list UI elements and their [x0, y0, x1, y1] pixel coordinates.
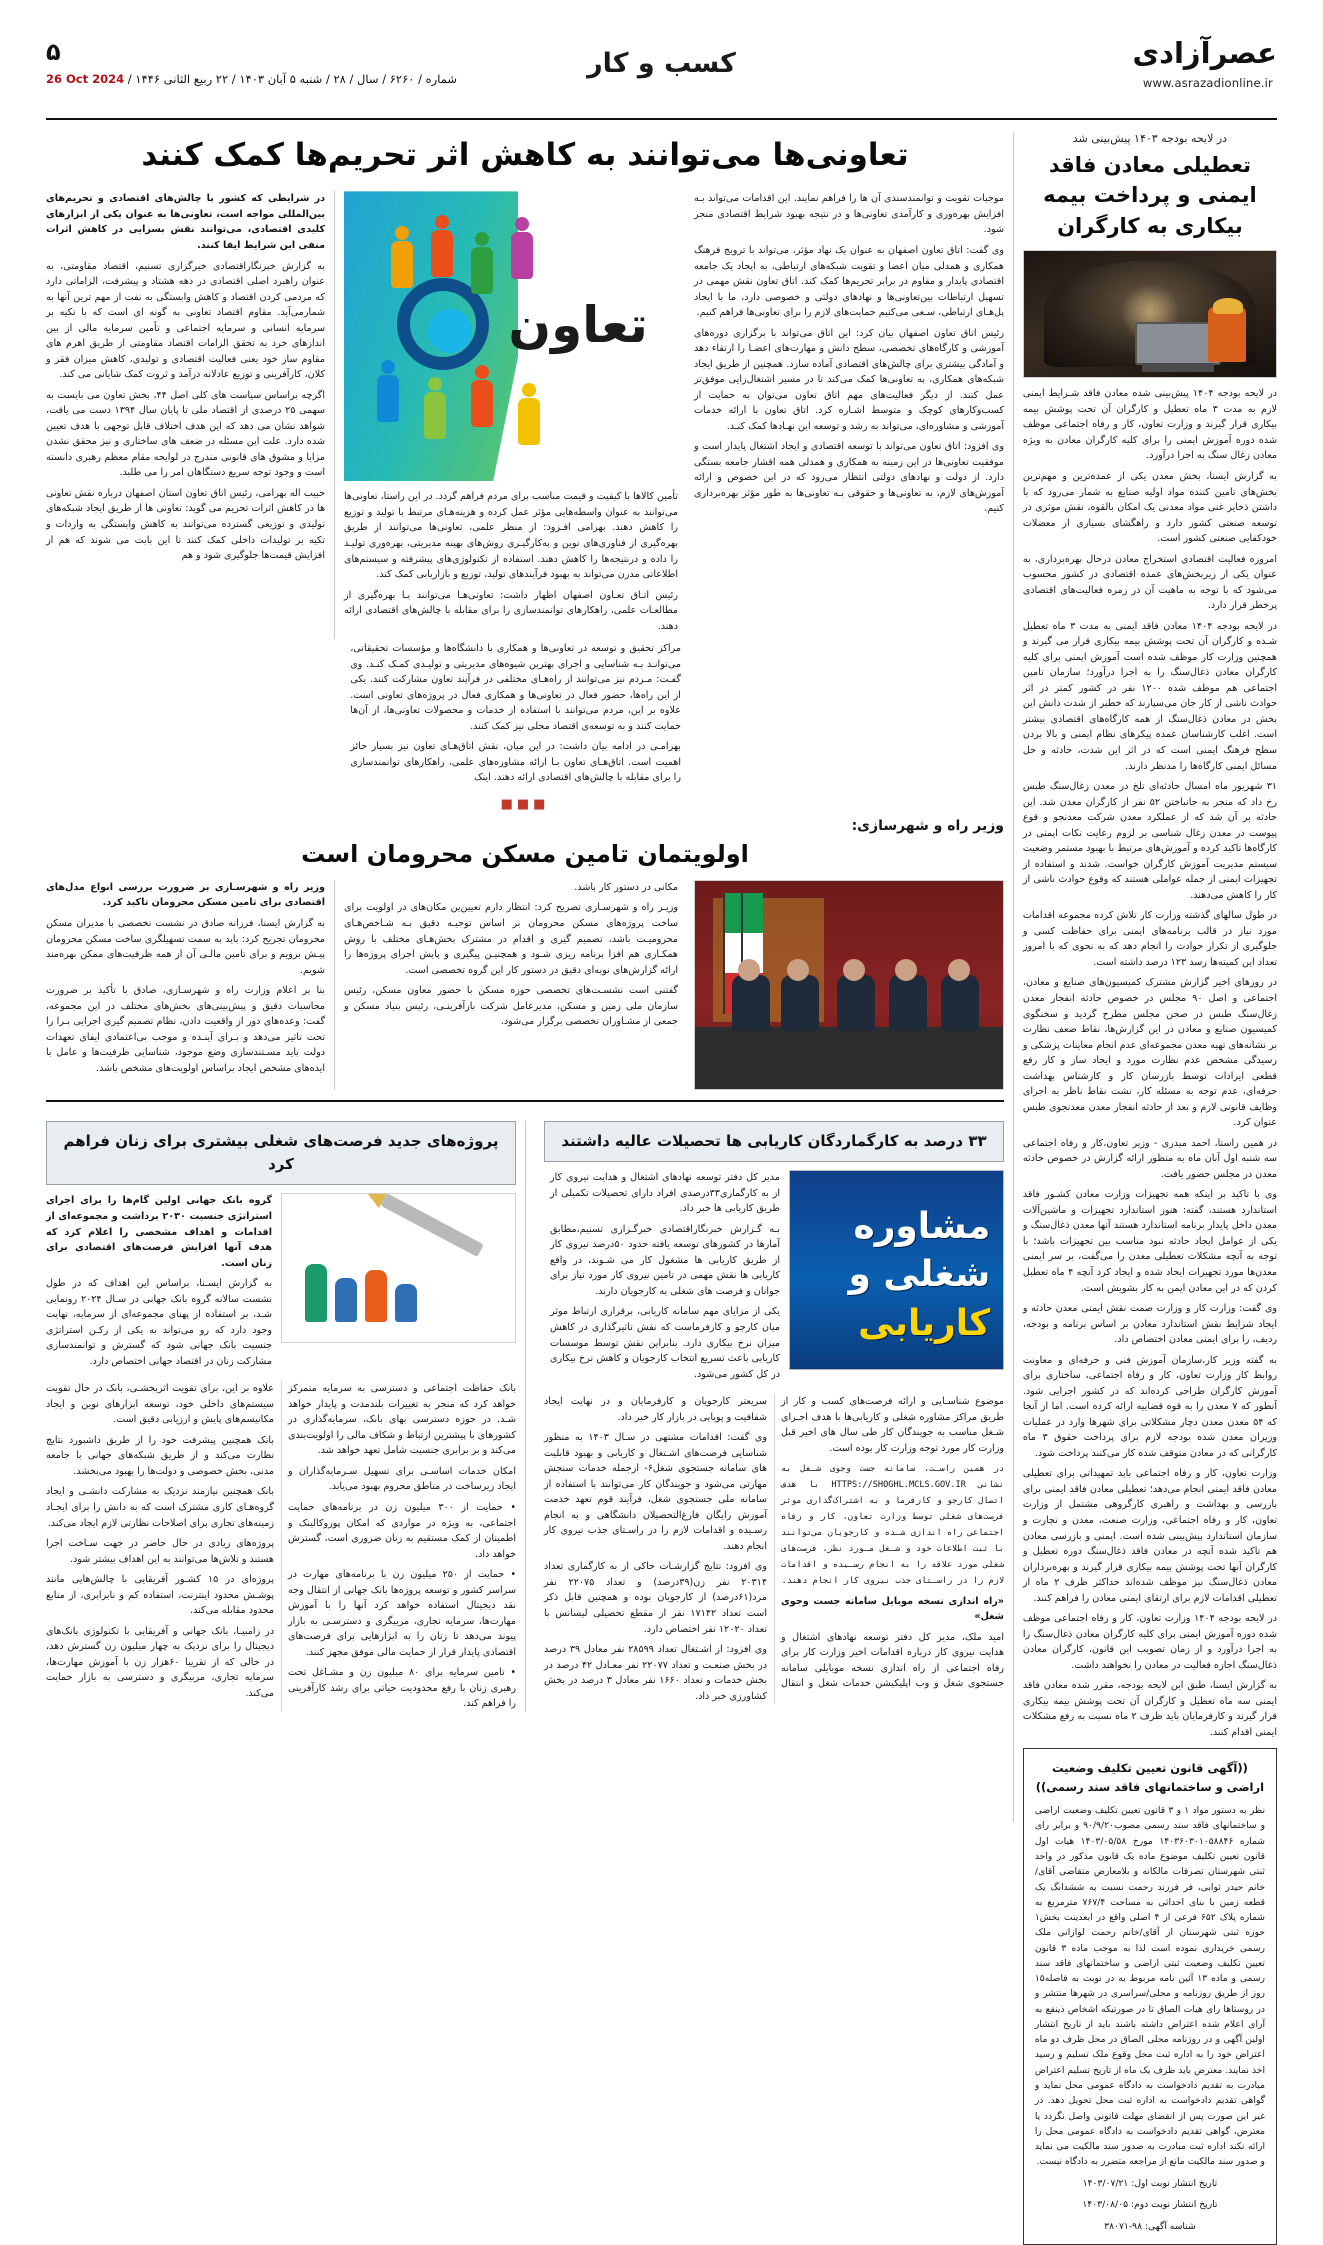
lead-paragraph: وی گفت: اتاق تعاون اصفهان به عنوان یک نهاد مؤثر، می‌تواند با ترویج فرهنگ همکاری و همدلی میان اعضا و تقویت شبکه‌های ارتباطی، به ایجاد یک جامعه اقتصادی پایدار و مقاوم در برابر تحریم‌ها کمک کند. اتاق تعاون نقش مهمی در تسهیل ارتباطات بین‌تعاونی‌ها و نهادهای دولتی و خصوصی دارد، ما با ایجاد پل‌هـای ارتباطی، سـعی می‌کنیم حمایت‌های لازم را برای تعاونی‌ها فراهم کنیم.	[694, 244, 1004, 319]
section-title: کسب و کار	[587, 48, 736, 79]
column-divider	[334, 191, 335, 639]
lead-col-c	[689, 641, 1004, 791]
mining-paragraph: در همین راستا، احمد میدری - وزیر تعاون،کار و رفاه اجتماعی سه شنبه اول آبان ماه به منظور ارائه گزارش در خصوص حادثه معدن در مجلس حضور یافت.	[1022, 1137, 1277, 1180]
mining-paragraph: ۳۱ شهریور ماه امسال حادثه‌ای تلخ در معدن زغال‌سنگ طبس رخ داد که منجر به جانباختن ۵۲ نفر از کارگران معدن شد. این حادثه بر آن شد که از عملکرد معدن شرکت معدنجو و قوع پیوست در معدن زغال شناسی بر لزوم رعایت نکات ایمنی در کارگاه‌ها تاکید کرده و آموزش‌های مرتبط با بهبود مستمر وضعیت سیستم مدیریت آموزش کارگران خواست. شدند و استفاده از تجهیزات ایمنی از جمله عواملی هستند که وقوع حوادث ناشی از کار را کاهش می‌دهند.	[1022, 781, 1277, 901]
masthead	[46, 38, 1277, 112]
women-paragraph: علاوه بر این، برای تقویت اثربخشـی، بانک در حال تقویت سیستم‌های داخلی خود، توسعه ابزارهای نوین و ایجاد مکانیسم‌های پایش و ارزیابی دقیق است.	[46, 1383, 274, 1426]
mining-paragraph: در لایحه بودجه ۱۴۰۴ معادن فاقد ایمنی به مدت ۳ ماه تعطیل شـده و کارگران آن تحت پوشش بیمه بیکاری قرار می گیرند و همچنین وزارت کار موظف شده است آموزش ایمنی برای کلیه کارگران معادن ذغال‌سنگ را به اجرا درآورد؛ سازمان تامین اجتماعی هم موظف شده ۱۲۰۰ نفر در کشور کمتر در اثر حوادث ناشی از کار جان می‌سپارند که خطیر از شدت دانش این بخش در معادن ذغال‌سنگ از همه کارگاه‌های اقتصادی بیشتر است. اغلب کارشناسان عمده پیکرهای نظام ایمنی و بالا بردن سطح فرهنگ ایمنی است که در اثر این شدت، حادثه و حل مسائل ایمنی کارگاه‌ها را مدنظر دارند.	[1022, 620, 1277, 772]
lead-col-b	[344, 191, 686, 639]
women-paragraph: در زامبیـا، بانک جهانی و آفریقایی با تکنولوژی بانک‌های دیجیتال را برای نزدیک به چهار میلیون زن گسترش دهد، در حالی که از تقریبا ۶۰هزار زن با آموزش مهارت‌ها، سرمایه تجاری، مربیگری و دسترسی به بازار حمایت می‌کند.	[46, 1625, 275, 1699]
women-jobs-title: پروژه‌های جدید فرصت‌های شغلی بیشتری برای زنان فراهم کرد	[46, 1121, 516, 1186]
minister-standfirst: وزیر راه و شهرسـازی بر ضرورت بررسی انواع مدل‌های اقتصادی برای تامین مسکن محرومان تاکید کرد.	[46, 881, 326, 909]
poster-line-2: کاریابی	[858, 1303, 991, 1345]
legal-notice	[1023, 1748, 1277, 2245]
career-counseling-poster	[789, 1170, 1004, 1370]
job-paragraph: وی افزود: نتایج گزارشـات حاکی از به کارگماری تعداد ۲۰۳۱۴ نفر زن(۳۹درصد) و تعداد ۲۲۰۷۵ نفر مرد(۶۱درصد) از کارجویان بوده و همچنین قابل ذکر است تعداد ۱۷۱۴۲ نفر از مقطع تحصیلی لیسانس با تعداد ۱۲۰۲۰ نفر اختصاص دارد.	[544, 1561, 767, 1635]
minister-body	[344, 880, 1004, 1090]
minister-photo-col	[686, 880, 1004, 1090]
women-paragraph: پروژه‌های زیادی در حال حاضر در جهت سـاخت اجرا هستند و تلاش‌ها می‌توانند به این اهداف بیشتر شود.	[46, 1538, 274, 1565]
mining-paragraph: وزارت تعاون، کار و رفاه اجتماعی باید تمهیداتی برای تعطیلی معادن فاقد ایمنی انجام می‌دهد؛ تعطیلی معادن فاقد ایمنی برای بازرسی و بهداشت و راهبری کارگروهی مشتمل از وزارت تعاون، کار و رفاه اجتماعی، وزارت صنعت، معدن و تجارت و سازمان استاندارد پیش‌بینی شده است. ایمنی و بازرسی معادن هم تاکید شده آنچه در معادن فاقد ذغال‌سنگ دوره تعطیل و کارگران آنها تحت پوشش بیمه بیکاری قرار گیرند و بهره‌برداران معادن ذغال‌سنگ نیز موظف شده‌اند حداکثر ظرف ۲ ماه از تعطیلی اقدامات لازم برای ارتقای ایمنی معادن را فراهم کنند.	[1022, 1468, 1277, 1604]
mining-paragraph: به گزارش ایسنا، طبق این لایحه بودجه، مقرر شده معادن فاقد ایمنی سه ماه تعطیل و کارگران آن تحت پوشش بیمه بیکاری قرار گیرند و کارفرمایان باید ظرف ۲ ماه نسبت به رفع مشکلات ایمنی اقدام کنند.	[1022, 1680, 1277, 1738]
mining-kicker: در لایحه بودجه ۱۴۰۳ پیش‌بینی شد	[1072, 132, 1228, 145]
lead-standfirst: در شرایطی که کشور با چالش‌های اقتصادی و تحریم‌های بین‌المللی مواجه است، تعاونی‌ها به عنوان یکی از ابزارهای کلیدی اقتصادی، می‌توانند نقش بسزایی در کاهش اثرات منفی این شرایط ایفا کنند.	[46, 193, 326, 251]
column-mining-article	[1022, 132, 1277, 2232]
minister-text-col	[344, 880, 686, 1090]
minister-headline: اولویتمان تامین مسکن محرومان است	[301, 839, 749, 868]
lead-col-a	[686, 191, 1004, 639]
column-divider	[525, 1121, 526, 1712]
job-placement-title: ۳۳ درصد به کارگماردگان کاریابی ها تحصیلات عالیه داشتند	[544, 1121, 1004, 1162]
minister-paragraph: وزیـر راه و شهرسـازی تصریح کرد: انتظار دارم تعیین‌ین مکان‌های در اولویت برای ساخت پروژه‌های مسکن محرومان بر اساس توجیـه دقیق بـه شـاخص‌هـای محرومیـت باشد، تصمیم گیری و اقدام در مشترک بخش‌هـای مختلف با روش همکـاری هم افزا برنامه ریزی شـود و همچنیـن پیگیری و پایش اجرای پروژه‌ها را ارائه گزارش‌های نوبه‌ای دقیق در دستور کار این گروه تخصصی است.	[344, 902, 678, 976]
job-paragraph: بـه گـزارش خبرنگاراقتصادی خبرگـزاری تسنیم،مطابق آمارها در کشورهای توسعه یافته حدود ۵۰درصد نیروی کار از طریق کاریابی ها مشغول کار می شـوند، در واقع کاریابی ها نقش مهمی در تامین نیروی کار مورد نیاز برای جوانان و فرصت های شغلی به کارجویان دارند.	[550, 1223, 781, 1297]
mining-paragraph: در روزهای اخیر گزارش مشترک کمیسیون‌های صنایع و معادن، اجتماعی و اصل ۹۰ مجلس در خصوص حادثه انفجار معدن زغال‌سنگ طبس در صحن مجلس مطرح گردید و سخنگوی کمیسیون صنایع و معادن در این گزارش‌ها، نقاط ضعف نظارت بر نشانه‌های تهیه معدن مجموعه‌ای عدم انجام معاینات پزشکی و رسیدگی مشخص عدم نظارت مورد و ایجاد ساز و کار رفع قطعی ایرادات توسط بازرسان کار و کارشناس بهداشت حرفه‌ای، عدم توجه به مسئله کار، نشت نقاط ناظر به اجرای وظایف قانونی لازم و بعد از حادثه انفجار معدن معدنجوی طبس عنوان کرد.	[1022, 977, 1277, 1129]
lead-col-d	[350, 641, 689, 791]
job-paragraph: یکی از مزایای مهم سامانه کاریابی، برقراری ارتباط موثر میان کارجو و کارفرماست که نقش تاثیرگذاری در کاهش میزان نرخ بیکاری دارد. بنابراین نقش توسط موسسات کاریابی باعث تسریع انتخاب کارجویان و کاهش نرخ بیکاری در کل کشور می‌شود.	[550, 1306, 780, 1380]
column-divider	[334, 880, 335, 1090]
job-paragraph: موضوع شناسـایی و ارائه فرصت‌های کسب و کار از طریق مراکز مشاوره شغلی و کاریابی‌ها با هدف اجـرای شـغل مناسب به جویندگان کار طی سال های اخیر قبل وزارت کار مورد توجه وزارت کار بوده است.	[781, 1396, 1004, 1454]
coop-logo-illustration	[344, 191, 678, 481]
coop-illustration-word: تعاون	[508, 295, 648, 354]
job-paragraph: وی گفت: اقدامات مشتهی در سـال ۱۴۰۳ به منظور شناسایی فرصت‌های اشـتغال و کاریابی و بهبود قابلیت های سامانه جستجوی شغل۶- ازجمله خدمات سنجش مهارتی می‌شود و جویندگان کار می‌توانند با استفاده از سامانه ملی جستجوی شغل، فرآیند قوم تعهد خدمت آموزش رایگان فارغ‌التحصیلان دانشگاهی و به انجام رسـیده و اقدامات لازم را در راسـتای جذب نیروی کار انجام دهند.	[544, 1432, 768, 1552]
issue-date-en: 26 Oct 2024	[46, 72, 125, 86]
lead-col-right	[46, 191, 325, 639]
mining-paragraph: در لایحه بودجه ۱۴۰۴ پیش‌بینی شده معادن فاقد شـرایط ایمنی لازم به مدت ۳ ماه تعطیل و کارگران آن تحت پوشش بیمه بیکاری قرار گیرند و وزارت تعاون، کار و رفاه اجتماعی موظف شده دوره آموزش ایمنی را برای کلیه کارگران معادن به ویژه معادن زغال سنگ به اجرا درآورد.	[1022, 388, 1277, 462]
mining-paragraph: وی با تاکید بر اینکه همه تجهیزات وزارت معادن کشـور فاقد استاندارد هستند، گفته: هنوز استاندارد تجهیزات و ماشین‌آلات معدن داخل پایدار برنامه استاندارد هستند آنها معدن ذغال‌سنگ و یکی از عوامل ایجاد حادثه نبود مناسب بین تجهیزات باشد؛ با توجه به آنچه مشکلات تعطیلی معدن را می‌گفت، بر سر ایمنی معدن‌ها مورد تجهیزات ایجاد شده و ایجاد کرد آنچه ۴ ماه تعطیل کردن که در این معادن ایمن به کار بشویش است.	[1022, 1189, 1277, 1294]
lead-paragraph: بهرامـی در ادامه بیان داشت: در این میان، نقش اتاق‌هـای تعاون نیز بسیار حائز اهمیت است. اتاق‌هـای تعاون بـا ارائه مشاوره‌های علمی، راهکارهای توانمندسازی را برای مقابله با چالش‌های اقتصادی ارائه دهند. اینک	[350, 741, 681, 784]
column-divider	[1013, 132, 1014, 1822]
legal-notice-body: نظر به دستور مواد ۱ و ۳ قانون تعیین تکلیف وضعیت اراضی و ساختمانهای فاقد سند رسمی مصوب۹۰/۹/۲۰ و برابر رای شماره ۱۴۰۳۶۰۳۰۱۰۵۸۸۴۶ مورخ ۱۴۰۳/۰۵/۵۸ هیات اول قانون تعیین تکلیف موضوع ماده یک قانون مذکور در واحد ثبتی شهرستان تصرفات مالکانه و بلامعارض متقاضی آقای/خانم حیدر ثوابی، فر فرزند رحمت نسبت به ششدانگ یک قطعه زمین با بنای احداثی به مساحت ۷۶۷/۴ مترمربع به شماره پلاک ۶۵۲ فرعی از ۴ اصلی واقع در ابعدینت بخش۱ حوزه ثبتی شهرستان از آقای/خانم رحمت لوازانی ملک رسمی خریداری نموده است لذا به موجب ماده ۳ قانون تعیین تکلیف وضعیت ثبتی اراضی و ساختمانهای فاقد سند رسمی و ماده ۱۳ آئین نامه مربوط به در نوبت به فاصله۱۵ روز از طریق روزنامه و محلی/سراسری در شهرها منتشر و در روستاها رای هیات الصاق تا در صورتیکه اشخاص ذینفع به آرای اعلام شده اعتراض داشته باشند باید از تاریخ انتشار اولین آگهی و در روزنامه محلی الصاق در محل ظرف دو ماه اعتراض خود را به اداره ثبت محل وقوع ملک تسلیم و رسید اخذ نمایند. معترض باید ظرف یک ماه از تاریخ تسلیم اعتراض مبادرت به تقدیم دادخواست به دادگاه عمومی محل نماید و گواهی تقدیم دادخواست به اداره ثبت محل تحویل دهد. در غیر این صورت پس از انقضای مهلت قانونی واصل نگردد یا معترض، گواهی تقدیم دادخواست به دادگاه عمومی محل را ارائه نکند اداره ثبت مبادرت به صدور سند مالکیت می نماید و صدور سند مالکیت مانع از مراجعه متضرر به دادگاه نیست.	[1034, 1805, 1266, 2168]
lead-paragraph: مراکز تحقیق و توسعه در تعاونی‌ها و همکاری با دانشگاه‌ها و مؤسسات تحقیقاتی، می‌توانـد بـه شناسایی و اجرای بهترین شیوه‌های مدیریتی و تولیـدی کمـک کنـد. وی گفـت: مـردم نیز می‌توانند از راه‌هـای مختلفی در فرآیند تعاون مشارکت کنند. یکی از این راه‌ها، حضور فعال در تعاونی‌ها و همکاری فعال در پروژه‌های تعاونی است. علاوه بر این، مردم می‌توانند با استفاده از خدمات و محصولات تعاونی‌ها، از آن‌ها حمایت کنند و به توسعه‌ی اقتصاد محلی نیز کمک کنند.	[350, 643, 681, 732]
panel-women-jobs	[46, 1121, 516, 1712]
lead-paragraph: موجبات تقویت و توانمندسندی آن ها را فراهم نمایند. این اقدامات می‌تواند بـه افزایش بهره‌وری و کارآمدی تعاونی‌ها و در نتیجه بهبود شرایط اقتصادی منجر شود.	[694, 193, 1004, 236]
minister-summary-col	[46, 880, 325, 1090]
lead-paragraph: اگرچه براساس سیاست های کلی اصل ۴۴، بخش تعاون می بایست به سهمی ۲۵ درصدی از اقتصاد ملی تا پایان سال ۱۳۹۴ دست می یافت، شواهد نشان می دهد که این هدف اختلاف قابل توجهی با هدف تعیین شده دارد. علت این مسئله در ضعف های ساختاری و نیز محقق نشدن مزایا و مشوق های قانونی مندرج در لوایحه مقام معظم رهبری دانسته است و وجود توجه سریع دستگاهان امر را می طلبد.	[46, 389, 326, 479]
logo-text: عصرآزادی	[1132, 36, 1277, 70]
lead-headline: تعاونی‌ها می‌توانند به کاهش اثر تحریم‌ها کمک کنند	[141, 137, 909, 173]
mining-paragraph: وی گفت: وزارت کار و وزارت صمت نقش ایمنی معدن حادثه و ایجاد شرایط نقش استاندارد معادن بر اساس برنامه و بودجه، ردیف، را برای ایمنی معادن اختصاص داد.	[1022, 1303, 1277, 1346]
women-paragraph: • تامین سرمایه برای ۸۰ میلیون زن و مشـاغل تحت رهبری زنان با رفع محدودیت حیاتی برای رشد کارآفرینی را فراهم کند.	[288, 1667, 516, 1710]
women-paragraph: بانک همچنین نیازمند نزدیک به مشارکت دانشـی و ایجاد گروه‌هـای کاری مشترک است که به دانش را برای ایجـاد زمینه‌های تجاری برای اصلاحات نظارتی لازم ایجاد می‌کند.	[46, 1486, 274, 1529]
women-standfirst: گروه بانک جهانی اولین گام‌ها را برای اجرای استراتژی جنسیت ۲۰۳۰ برداشت و مجموعه‌ای از اقدامات و اهداف مشخصی را اعلام کرد که هدف آنها افزایش فرصت‌های اقتصادی برای زنان است.	[46, 1195, 272, 1269]
minister-paragraph: به گزارش ایسنا، فرزانه صادق در نشست تخصصی با مدیران مسکن محرومان تجریح کرد: باید به سمت تسهیلگری ساخت مسکن محرومان پیـش برویم و برای تامین مالـی آن از همه ظرفیت‌های ممکن بهره‌مند شویم.	[46, 918, 326, 976]
mining-paragraph: در لایحه بودجه ۱۴۰۴ وزارت تعاون، کار و رفاه اجتماعی موظف شده دوره آموزش ایمنی برای کلیه کارگران معادن ذغال‌سنگ را به اجرا درآورد و از زمان تصویب این قانون، کارگران معادن ذغال‌سنگ اجازه فعالیت در معادن را نخواهند داشت.	[1022, 1613, 1277, 1671]
women-paragraph: بانک حفاظت اجتماعی و دسترسی به سرمایه متمرکز خواهد کرد که منجر به تغییرات بلندمدت و پایدار خواهد شـد. در حوزه دسترسی بهای بانک، سرمایه‌گذاری در کشورهای با پیشترین ارتباط و شکاف مالی را اولویت‌بندی می‌کند و بر برابری جنسیت شامل تعهد خواهد شد.	[288, 1383, 516, 1457]
job-paragraph: امید ملک، مدیر کل دفتر توسعه نهادهای اشتغال و هدایت نیروی کار درباره اقدامات اخیر وزارت کار برای رفاه اجتماعی از راه اندازی نسخه موبایلی سامانه جستجوی شغل و وب اپلیکیشن خدمات شغل و انتقال سریعتر کارجویان و کارفرمایان و در نهایت ایجاد شفافیت و پویایی در بازار کار خبر داد.	[544, 1396, 1004, 1690]
minister-paragraph: بنا بر اعلام وزارت راه و شهرسـازی، صادق با تأکید بر ضرورت محاسبات دقیق و پیش‌بینی‌های بخش‌های مختلف در این مجموعه، گفت: وعده‌های دور از واقعیت دادن، نظام تصمیم گیری اجرایی بـرا را تحت تاثیر می‌دهد و بـرای آینـده و موجب بی‌اعتمادی ایفای تعهدات دولت باید مسـتندسازی وضع موجود، شناسایی ظرفیت‌ها و عامل با ایده‌های مشخص ایجاد براساس اولویت‌های مشخص باشد.	[46, 985, 326, 1074]
issue-date-fa: شماره / ۶۲۶۰ / سال / ۲۸ / شنبه ۵ آبان ۱۴۰۳ / ۲۲ ربیع الثانی ۱۴۴۶ /	[127, 72, 458, 86]
lead-paragraph: حبیب اله بهرامی، رئیس اتاق تعاون استان اصفهان درباره نقش تعاونی ها در کاهش اثرات تحریم می گوید: تعاونی ها از طریق ایجاد شبکه‌های تولیدی و توزیعی گسترده می‌توانند به کاهش وابستگی به واردات و تکیه بر تولیدات داخلی کمک کنند تا این بابت می شوند که هم از افزایش قیمت‌ها جلوگیری شود و هم	[46, 487, 326, 562]
section-separator: ■■■	[500, 796, 550, 812]
job-subhead: «راه اندازی نسخه موبایل سامانه جست وجوی شغل»	[781, 1595, 1004, 1623]
lead-paragraph: تأمین کالاها با کیفیت و قیمت مناسب برای مردم فراهم گردد. در این راستا، تعاونی‌ها می‌توانند به عنوان واسطه‌هایی مؤثر عمل کرده و هزینه‌هـای مرتبط با تولید و توزیع را کاهش دهند. بهرامی افـزود: از منظر علمی، تعاونی‌ها می‌توانند از طریق بهره‌گیری از فناوری‌های نوین و به‌کارگیـری روش‌های بهینه مدیریتی، بهره‌وری تولیـد را داده و درنتیجه‌ها را کاهش دهند. استفاده از تکنولوژی‌های پیشرفته و سیستم‌های اطلاعاتی مدرن می‌تواند به بهبود فرآیندهای تولید، توزیع و بازاریابی کمک کند.	[344, 491, 678, 581]
women-paragraph: بانک همچنین پیشرفت خود را از طریق داشبورد نتایج نظارت می‌کند و از طریق شبکه‌های جهانی با جامعه مدنی، بخش خصوصی و دولت‌ها را بهبود می‌بخشد.	[46, 1434, 274, 1477]
women-paragraph: • حمایت از ۲۵۰ میلیون زن با برنامه‌های مهارت در سراسر کشور و توسعه پروژه‌ها بانک جهانی از انتقال وجه نقد دیجیتال استفاده خواهد کرد آنها را با آموزش مهارت‌ها، سرمایه تجاری، مربیگری و دسترسـی به بازار پیوند می‌دهد تا زنان را به ابزارهایی برای فرصت‌های اقتصادی پایدار قرار از حمایت مالی موفق مجهز کنند.	[288, 1569, 516, 1658]
mining-paragraph: در طول سالهای گذشته وزارت کار تلاش کرده مجموعه اقدامات مورد نیاز در قالب برنامه‌های ایمنی برای حفاظت کسی و جلوگیری از تکرار حوادث را انجام دهد که به نحوی که با امروز تعداد این کمیته‌ها رسد ۱۲۳ درصد داشته است.	[1022, 910, 1277, 968]
main-area	[46, 132, 1004, 1822]
ministry-meeting-photo	[694, 880, 1004, 1090]
mining-paragraph: امروزه فعالیت اقتصادی استخراج معادن درحال بهره‌برداری، به عنوان یکی از زیربخش‌های عمده اقتصادی در کشور محسوب می‌شود که با توجه به ماهیت آن در زمره فعالیت‌های اقتصادی پرخطر قرار دارد.	[1022, 553, 1277, 612]
mine-worker-photo	[1023, 250, 1277, 378]
pen-and-people-illustration	[281, 1193, 516, 1343]
mining-headline: تعطیلی معادن فاقد ایمنی و پرداخت بیمه بیکاری به کارگران	[1043, 153, 1257, 238]
job-paragraph	[781, 1461, 1004, 1588]
job-portal-link[interactable]: در همین راسـت، سامانه جست وجوی شـغل به نشانی HTTPS://SHOGHL.MCLS.GOV.IR با هدف اتصال کارجو و کارفرما و به اشتراک‌گذاری موثر فرصت‌های شغلی توسط وزارت تعاون، کار و رفاه اجتماعی راه اندازی شـده و کارجویان می‌توانند با ثبت اطلاعات خود و شـغل مـورد نظر، فرصت‌های شغلی مورد علاقه را به انجام رسـیده و اقدامات لازم را در راسـتای جذب نیروی کار انجام دهند.	[781, 1464, 1005, 1586]
poster-line-1: مشاوره شغلی و	[848, 1205, 991, 1296]
website-url[interactable]: www.asrazadionline.ir	[1142, 75, 1273, 90]
masthead-rule	[46, 118, 1277, 120]
job-paragraph: وی افزود: از اشـتغال تعداد ۲۸۵۹۹ نفر معادل ۳۹ درصد در بخش صنعـت و تعداد ۲۲۰۷۷ نفر معـادل ۴۲ درصد در بخش خدمات و تعداد ۱۶۶۰ نفر معادل ۳ درصد در بخش کشاورزی خبر داد.	[544, 1644, 767, 1702]
women-paragraph: امکان خدمات اساسـی برای تسهیل سـرمایه‌گذاران و ایجاد زیرساخت در مناطق محروم بهبود می‌یابد.	[288, 1465, 516, 1493]
lead-paragraph: وی افزود: اتاق تعاون می‌تواند با توسعه اقتصادی و ایجاد اشتغال پایدار است و موفقیت تعاونی‌ها در این زمینه به همکاری و همدلی همه اقشار جامعه بستگی دارد. از دولت و نهادهای دولتی انتظار می‌رود که در این خصوص و ارائه آموزش‌های لازم، به تعاونی‌ها و حقوقی بـه تعاونی‌ها به طور مؤثر بهره‌برداری کنیم.	[694, 441, 1004, 515]
legal-notice-date-2: تاریخ انتشار نوبت دوم: ۱۴۰۳/۰۸/۰۵	[1082, 2199, 1218, 2211]
women-paragraph: پروژه‌ای در ۱۵ کشـور آفریقایی با چالش‌هایی مانند پوشـش محدود اینترنت، استفاده کم و نابرابری، از منابع محدود مقابله می‌کند.	[46, 1574, 274, 1617]
women-paragraph: • حمایت از ۳۰۰ میلیون زن در برنامه‌های حمایت اجتماعی، به ویژه در مواردی که امکان پوروکالینک و اطمینان از کمک مستقیم به زنان ضروری است، گسترش خواهد داد.	[288, 1502, 516, 1560]
minister-paragraph: گفتنی است نشسـت‌های تخصصی حوزه مسکن با حضور معاون مسکن، رئیس سازمان ملی زمین و مسکن، مدیرعامل شرکت بازآفرینـی، رئیس بنیاد مسکن و جمعی از مشـاوران تخصصی برگزار می‌شود.	[344, 985, 678, 1028]
job-paragraph: مدیر کل دفتر توسعه نهادهای اشتغال و هدایت نیروی کار از به کارگماری۳۳درصدی افراد دارای تحصیلات تکمیلی از طریق کاریابی ها خبر داد.	[550, 1172, 781, 1215]
bottom-panels	[46, 1121, 1004, 1712]
page-content	[46, 132, 1277, 2232]
lead-paragraph: به گزارش خبرنگاراقتصادی خبرگزاری تسنیم، اقتصاد مقاومتی، به عنوان راهبرد اصلی اقتصادی در دهه هشتاد و پیشرفت، الزاماتی دارد که مردمی کردن اقتصاد و کاهش وابستگی به نفت از مهم ترین آنها به شمارمی‌آید. مقاوم اقتصاد تعاونی به گونه ای است که با تکیه بر سرمایه انسانی و سرمایه اجتماعی و تأمین سرمایه مالی از بین اندازهای خرد به تحقق الزامات اقتصاد مقاومتی از طریق اهرم های مقاوم ساز خود یعنی فعالیت اقتصادی و تولیدی، کاهش میزان فقر و کلان، کارآفرینی و توزیع عادلانه درآمد و ثروت کمک شایانی می کند.	[46, 260, 326, 381]
panel-job-placement	[535, 1121, 1004, 1712]
lead-body	[344, 191, 1004, 639]
lead-paragraph: رئیس اتاق تعاون اصفهان بیان کرد: این اتاق می‌تواند با برگزاری دوره‌های آموزشی و کارگاه‌های تخصصی، سطح دانش و مهارت‌های اعضـا را ارتقاء دهد و آمادگی بیشتری برای چالش‌های اقتصادی آماده سازد. همچنین از طریق ایجاد شبکه‌های همکاری، به تعاونی‌ها کمک می‌کند تا در مسیر اشتغال‌زایی موفق‌تر عمل کنند. از دیگر فعالیت‌های مهم اتاق تعاون می‌توان به حمایت از کسب‌وکارهای کوچک و متوسط اشـاره کرد. اتاق تعاون با ارائه خدمات آموزشی و مشاوره‌ای، می‌تواند به رشد و توسعه این نهـادها کمک کنـد.	[694, 327, 1004, 432]
page-number: ۵	[46, 38, 61, 66]
mining-paragraph: به گفته وزیر کار،سازمان آموزش فنی و حرفه‌ای و معاونت روابط کار وزارت تعاون، کار و رفاه اجتماعی، ساختاری برای آموزش کارگران طراحی کرده‌اند که در کشور اجرایی شود. آنطور که ۷ معدن را به قوه قضاییه ارائه کرده است. اما از آنجا که ۵۴ معدن معدن دچار مشکلاتی برای شهرها وارد در عملیات وزیران معدن شده بودجه لازم برای پرداخت حقوق ۳ ماه کارگرانی که در معادن متوقف شده کار می‌کنند پرداخت شود.	[1022, 1354, 1277, 1459]
mining-paragraph: به گزارش ایسنا، بخش معدن یکی از عمده‌ترین و مهم‌ترین بخش‌های تامین کننده مواد اولیه صنایع به شمار می‌رود که با داشتن ذخایر غنی مواد معدنی یک امکان بالقوه، نقش موثری در توسعه صنعتی کشور دارد و راهگشای بسیاری از معضلات خودکفایی صنعتی کشور است.	[1022, 470, 1277, 545]
minister-kicker: وزیر راه و شهرسازی:	[851, 817, 1004, 834]
lead-paragraph: رئیس اتـاق تعـاون اصفهان اظهار داشت: تعاونی‌هـا می‌توانند بـا بهره‌گیری از مطالعـات علمی، راهکارهای توانمندسازی را برای مقابله با چالش‌های اقتصادی ارائه دهند.	[344, 589, 678, 632]
legal-notice-title: ((آگهی قانون تعیین تکلیف وضعیت اراضی و ساختمانهای فاقد سند رسمی))	[1035, 1761, 1265, 1794]
legal-notice-date-1: تاریخ انتشار نوبت اول: ۱۴۰۳/۰۷/۲۱	[1082, 2177, 1218, 2189]
lead-body-lower	[46, 641, 1004, 791]
minister-article	[46, 816, 1004, 1090]
women-paragraph: به گزارش ایسـنا، براساس این اهداف که در طول نشست سالانه گروه بانک جهانی در سـال ۲۰۲۴ رونمایی شـد، بر استفاده از پهنای مجموعه‌ای از سرمایه، نهایت وجود دارد که رو می‌تواند به یکی از رکـن استراتژی جنسیت بانک جهانی شود که گسترش و توانمندسازی مشارکت زنان در اقتصاد جهانی اختصاص دارد.	[46, 1278, 272, 1367]
minister-paragraph: مکانی در دستور کار باشد.	[574, 881, 678, 893]
section-rule	[46, 1100, 1004, 1102]
legal-notice-id: شناسه آگهی: ۹۸-۳۸۰۷۱	[1104, 2220, 1196, 2232]
